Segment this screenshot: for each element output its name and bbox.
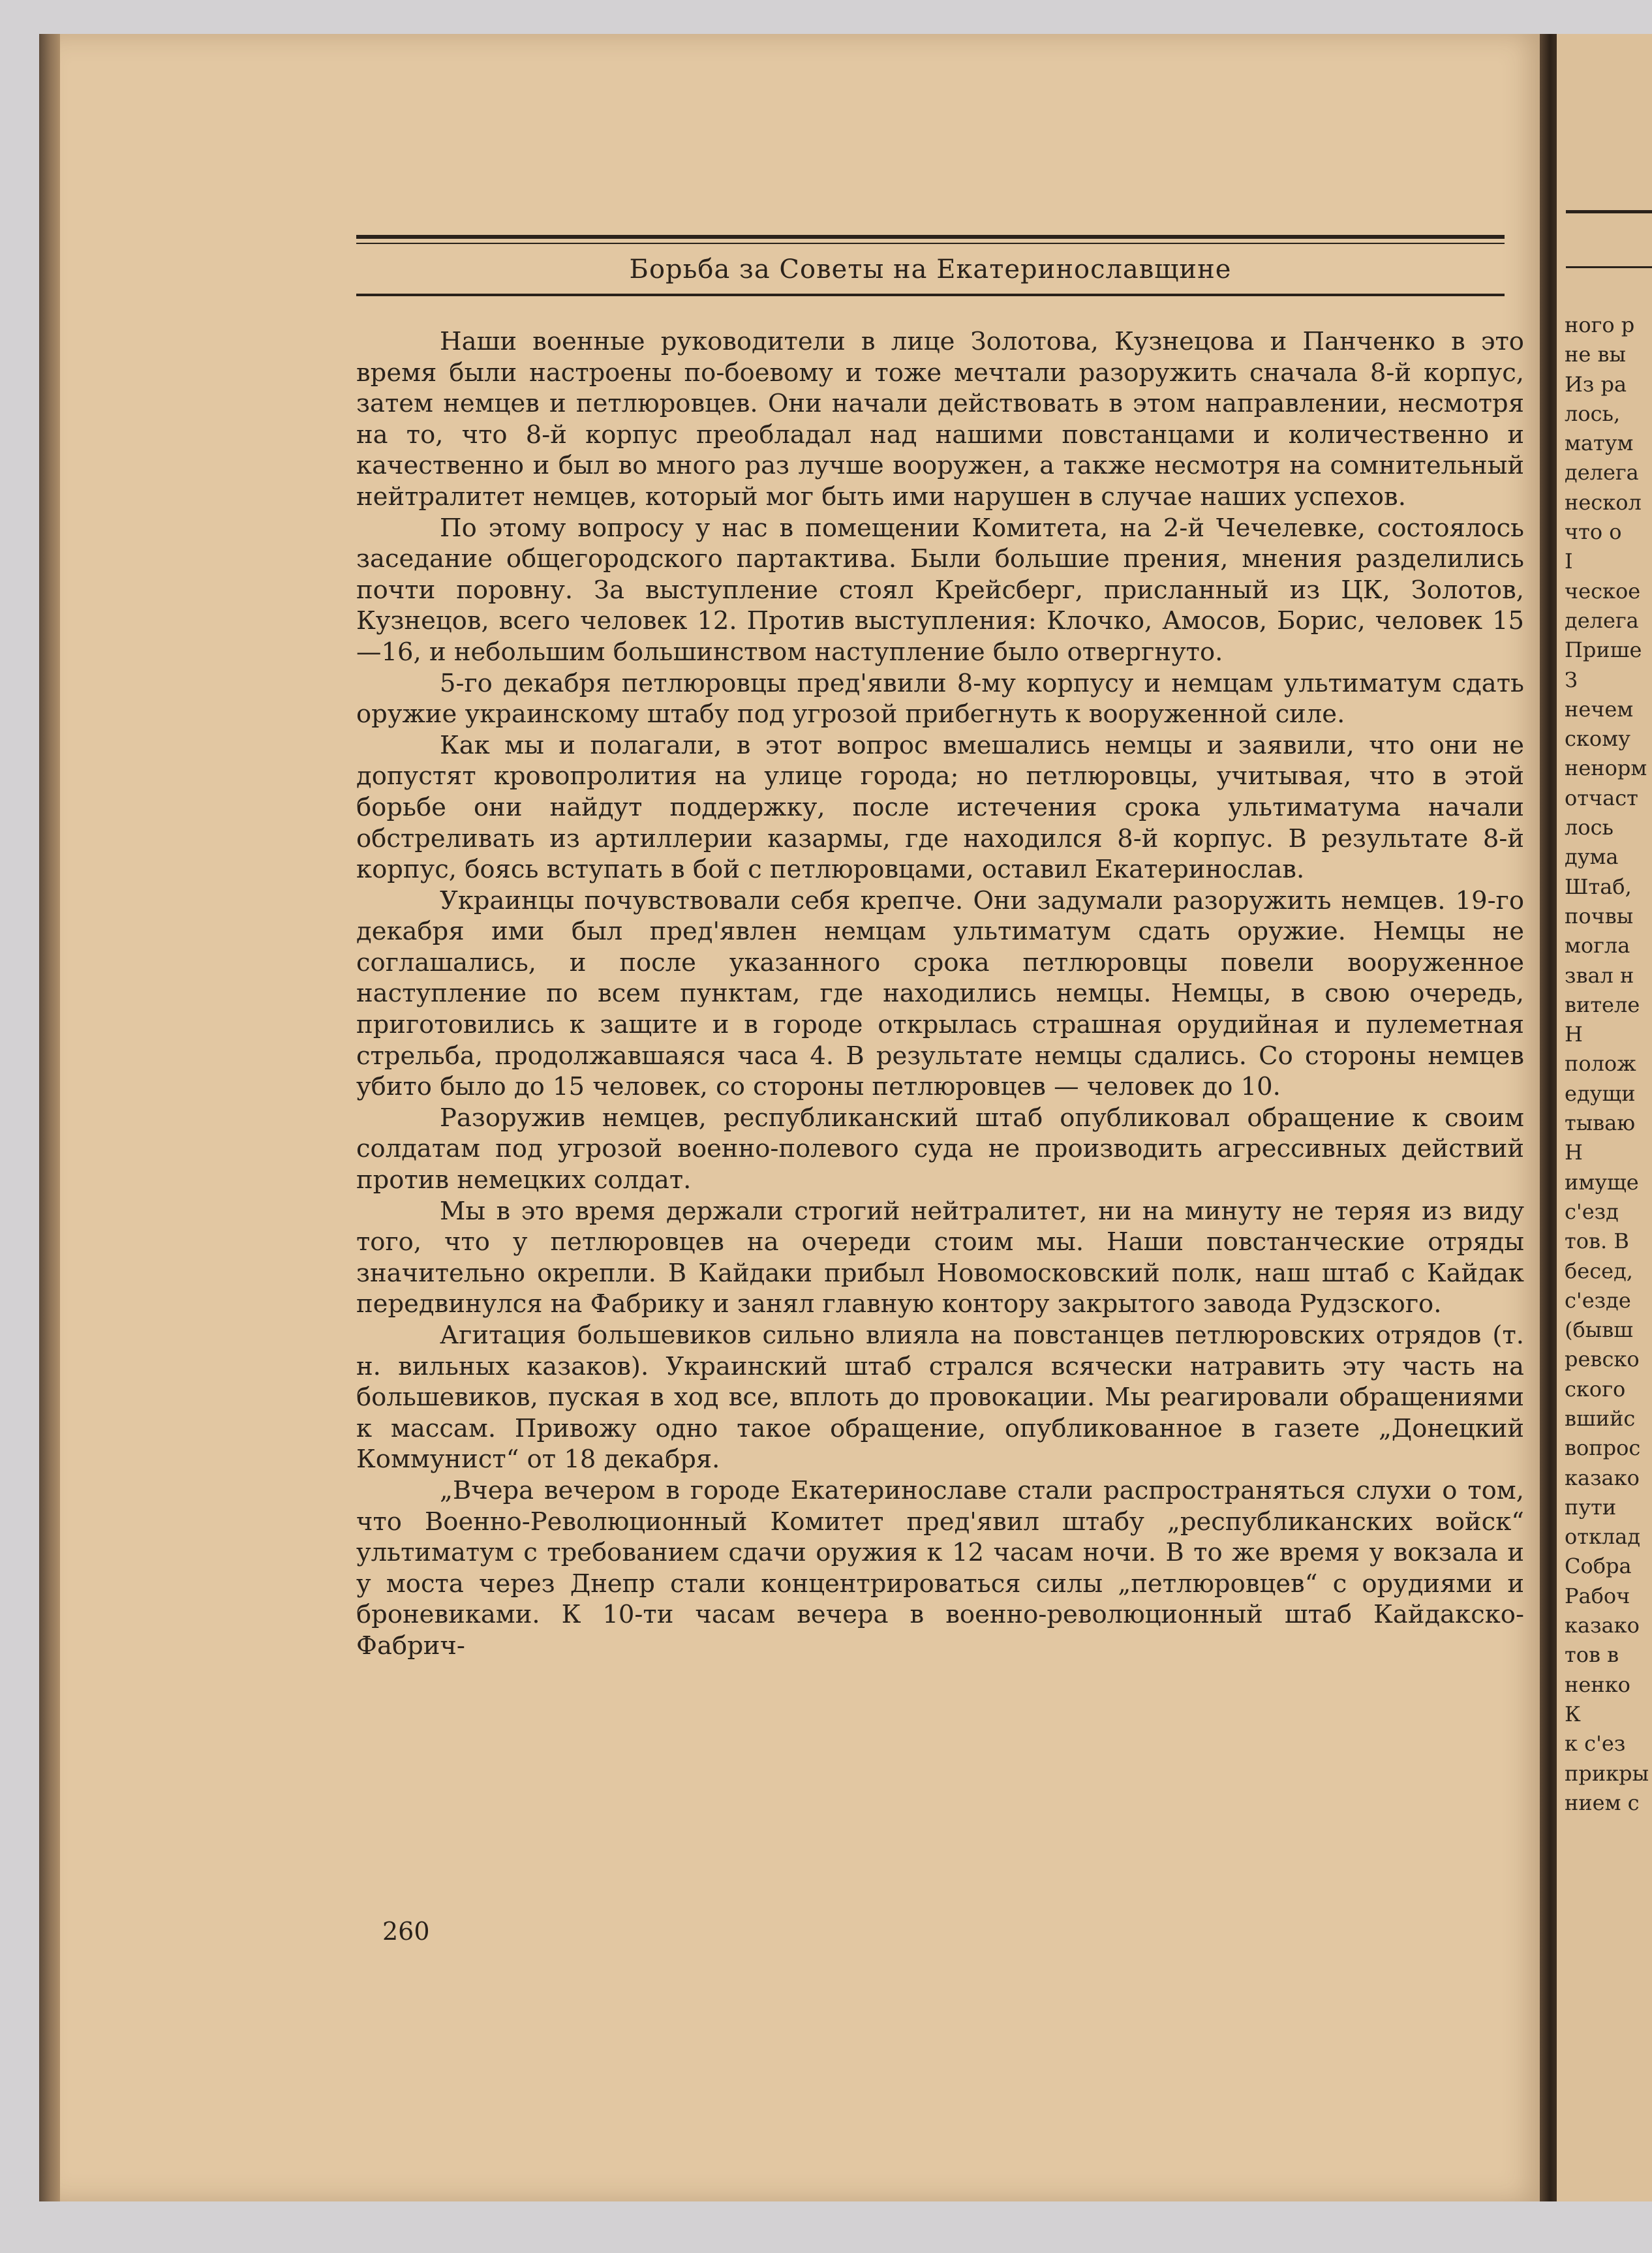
right-page-line-fragment: Собра	[1565, 1554, 1632, 1579]
right-page-line-fragment: Из ра	[1565, 371, 1627, 397]
right-page-line-fragment: вопрос	[1565, 1435, 1641, 1461]
right-page-line-fragment: с'езд	[1565, 1199, 1619, 1224]
right-page-line-fragment: ческое	[1565, 578, 1641, 604]
right-page-line-fragment: З	[1565, 667, 1578, 692]
right-page-line-fragment: Штаб,	[1565, 874, 1632, 899]
right-page-line-fragment: к с'ез	[1565, 1731, 1626, 1756]
right-page-line-fragment: отклад	[1565, 1524, 1641, 1550]
header-rule-thick	[356, 235, 1505, 239]
right-page-line-fragment: К	[1565, 1701, 1581, 1726]
right-page-line-fragment: І	[1565, 549, 1573, 574]
right-page-header-rule	[1566, 210, 1652, 213]
right-page-line-fragment: ревско	[1565, 1347, 1640, 1372]
right-page-line-fragment: отчаст	[1565, 785, 1638, 810]
right-page-line-fragment: что о	[1565, 519, 1622, 545]
paragraph: Как мы и полагали, в этот вопрос вмешались немцы и заявили, что они не допустят кровопролития на улице города; но петлюровцы, учитывая, что в этой борьбе они найдут поддержку, после истечения срока ультиматума начали обстреливать из артиллерии казармы, где находился 8-й корпус. В результате 8-й корпус, боясь вступать в бой с петлюровцами, оставил Екатеринослав.	[356, 730, 1524, 885]
right-page-line-fragment: не вы	[1565, 342, 1626, 367]
right-page-line-fragment: прикры	[1565, 1760, 1649, 1786]
body-text	[356, 326, 1524, 1662]
right-page-line-fragment: дума	[1565, 844, 1619, 870]
right-page-line-fragment: вителе	[1565, 992, 1640, 1017]
right-page-line-fragment: тов в	[1565, 1642, 1619, 1668]
running-head: Борьба за Советы на Екатеринославщине	[629, 254, 1232, 284]
right-page-line-fragment: лось,	[1565, 401, 1621, 426]
right-page-line-fragment: ного р	[1565, 313, 1635, 337]
right-page-line-fragment: скому	[1565, 726, 1630, 752]
right-page-line-fragment: ненорм	[1565, 756, 1647, 781]
paragraph: Мы в это время держали строгий нейтралитет, ни на минуту не теряя из виду того, что у петлюровцев на очереди стоим мы. Наши повстанческие отряды значительно окрепли. В Кайдаки прибыл Новомосковский полк, наш штаб с Кайдак передвинулся на Фабрику и занял главную контору закрытого завода Рудзского.	[356, 1196, 1524, 1319]
paragraph: „Вчера вечером в городе Екатеринославе стали распространяться слухи о том, что Военно-Революционный Комитет пред'явил штабу „республиканских войск“ ультиматум с требованием сдачи оружия к 12 часам ночи. В то же время у вокзала и у моста через Днепр стали концентрироваться силы „петлюровцев“ с орудиями и броневиками. К 10-ти часам вечера в военно-революционный штаб Кайдакско-Фабрич-	[356, 1475, 1524, 1661]
header-rule-thin	[356, 243, 1505, 244]
book-gutter	[1540, 34, 1557, 2201]
right-page-line-fragment: Прише	[1565, 637, 1642, 663]
right-page-line-fragment: почвы	[1565, 903, 1634, 928]
right-page-line-fragment: делега	[1565, 460, 1639, 485]
paragraph: Украинцы почувствовали себя крепче. Они задумали разоружить немцев. 19-го декабря ими был пред'явлен немцам ультиматум сдать оружие. Немцы не соглашались, и после указанного срока петлюровцы повели вооруженное наступление по всем пунктам, где находились немцы. Немцы, в свою очередь, приготовились к защите и в городе открылась страшная орудийная и пулеметная стрельба, продолжавшаяся часа 4. В результате немцы сдались. Со стороны немцев убито было до 15 человек, со стороны петлюровцев — человек до 10.	[356, 885, 1524, 1102]
right-page-line-fragment: вшийс	[1565, 1405, 1636, 1431]
right-page-line-fragment: нечем	[1565, 696, 1634, 722]
right-page-line-fragment: ского	[1565, 1376, 1626, 1402]
right-page-line-fragment: могла	[1565, 933, 1630, 958]
paragraph: Агитация большевиков сильно влияла на повстанцев петлюровских отрядов (т. н. вильных казаков). Украинский штаб стрался всячески натравить эту часть на большевиков, пуская в ход все, вплоть до провокации. Мы реагировали обращениями к массам. Привожу одно такое обращение, опубликованное в газете „Донецкий Коммунист“ от 18 декабря.	[356, 1321, 1524, 1475]
right-page-line-fragment: пути	[1565, 1494, 1617, 1520]
right-page-text-fragments	[1565, 311, 1652, 1818]
paragraph: Разоружив немцев, республиканский штаб опубликовал обращение к своим солдатам под угрозой военно-полевого суда не производить агрессивных действий против немецких солдат.	[356, 1103, 1524, 1195]
right-page-line-fragment: нескол	[1565, 489, 1642, 515]
header-rule-bottom	[356, 294, 1505, 296]
right-page-line-fragment: Н	[1565, 1140, 1583, 1165]
right-page-line-fragment: матум	[1565, 431, 1634, 456]
right-page-line-fragment: ненко	[1565, 1672, 1630, 1697]
right-page-line-fragment: лось	[1565, 815, 1614, 840]
right-page-line-fragment: едущи	[1565, 1081, 1636, 1106]
right-page-line-fragment: Н	[1565, 1022, 1583, 1047]
paragraph: По этому вопросу у нас в помещении Комитета, на 2-й Чечелевке, состоялось заседание общегородского партактива. Были большие прения, мнения разделились почти поровну. За выступление стоял Крейсберг, присланный из ЦК, Золотов, Кузнецов, всего человек 12. Против выступления: Клочко, Амосов, Борис, человек 15—16, и небольшим большинством наступление было отвергнуто.	[356, 513, 1524, 667]
right-page-line-fragment: с'езде	[1565, 1287, 1631, 1313]
right-page-line-fragment: звал н	[1565, 962, 1634, 988]
right-page-header-rule	[1566, 266, 1652, 268]
right-page-line-fragment: полож	[1565, 1051, 1636, 1077]
right-page-line-fragment: тов. В	[1565, 1229, 1629, 1254]
right-page-line-fragment: делега	[1565, 607, 1639, 633]
paragraph: 5-го декабря петлюровцы пред'явили 8-му корпусу и немцам ультиматум сдать оружие украинскому штабу под угрозой прибегнуть к вооруженной силе.	[356, 668, 1524, 729]
right-page-line-fragment: казако	[1565, 1613, 1640, 1638]
right-page-line-fragment: имуще	[1565, 1169, 1639, 1195]
right-page-line-fragment: Рабоч	[1565, 1583, 1630, 1608]
right-page-line-fragment: бесед,	[1565, 1258, 1633, 1283]
right-page-line-fragment: тываю	[1565, 1111, 1636, 1136]
right-page-line-fragment: казако	[1565, 1465, 1640, 1490]
page-number: 260	[382, 1917, 430, 1946]
right-page-line-fragment: нием с	[1565, 1790, 1640, 1815]
right-page-line-fragment: (бывш	[1565, 1317, 1633, 1343]
paragraph: Наши военные руководители в лице Золотова, Кузнецова и Панченко в это время были настроены по-боевому и тоже мечтали разоружить сначала 8-й корпус, затем немцев и петлюровцев. Они начали действовать в этом направлении, несмотря на то, что 8-й корпус преобладал над нашими повстанцами и количественно и качественно и был во много раз лучше вооружен, а также несмотря на сомнительный нейтралитет немцев, который мог быть ими нарушен в случае наших успехов.	[356, 327, 1524, 512]
